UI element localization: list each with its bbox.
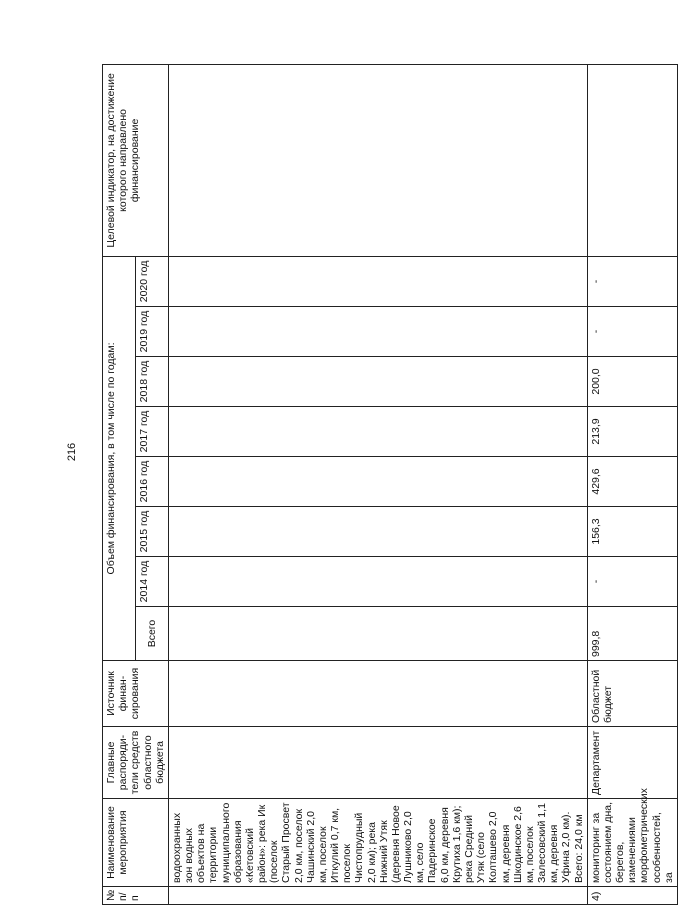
- row-2018: 200,0: [587, 357, 677, 407]
- row-total: 999,8: [587, 607, 677, 661]
- row-indicator: [168, 64, 587, 256]
- header-indicator: Целевой индикатор, на достижение которого направлено финансирование: [103, 64, 169, 256]
- header-managers: Главные распоряди-тели средств областного бюджета: [103, 727, 169, 799]
- row-2014: -: [587, 557, 677, 607]
- header-name: Наименование мероприятия: [103, 799, 169, 887]
- row-2017: [168, 407, 587, 457]
- row-name: мониторинг за состоянием дна, берегов, изменениями морфометрических особенностей, за: [587, 799, 677, 887]
- row-2014: [168, 557, 587, 607]
- header-row-1: [103, 64, 136, 904]
- row-2019: [168, 307, 587, 357]
- row-2019: -: [587, 307, 677, 357]
- header-num: № п/п: [103, 887, 169, 905]
- row-source: [168, 661, 587, 727]
- row-manager: [168, 727, 587, 799]
- table-row: [587, 64, 677, 904]
- row-2015: [168, 507, 587, 557]
- header-year-2018: 2018 год: [135, 357, 168, 407]
- row-2017: 213,9: [587, 407, 677, 457]
- header-year-2017: 2017 год: [135, 407, 168, 457]
- row-source: Областной бюджет: [587, 661, 677, 727]
- rotated-table-page: [102, 65, 675, 905]
- header-source: Источник финан-сирования: [103, 661, 169, 727]
- header-year-2015: 2015 год: [135, 507, 168, 557]
- page-number: 216: [66, 442, 78, 462]
- row-2015: 156,3: [587, 507, 677, 557]
- row-manager: Департамент: [587, 727, 677, 799]
- header-year-2020: 2020 год: [135, 256, 168, 306]
- row-num: 4): [587, 887, 677, 905]
- row-2020: [168, 256, 587, 306]
- row-total: [168, 607, 587, 661]
- row-2018: [168, 357, 587, 407]
- table-row: [168, 64, 587, 904]
- header-year-2014: 2014 год: [135, 557, 168, 607]
- row-name: водоохранных зон водных объектов на территории муниципального образования «Кетовский район»: река Ик (поселок Старый Просвет 2,0 км, поселок Чашинский 2,0 км, поселок Иткулий 0,7 км, поселок Чистопрудный 2,0 км); река Нижний Утяк (деревня Новое Лушниково 2,0 км, село Падеринское 6,0 км, деревня Крутиха 1,6 км); река Средний Утяк (село Колташево 2,0 км, деревня Шкодинское 2,6 км, поселок Залесовский 1,1 км, деревня Уфина 2,0 км). Всего: 24,0 км: [168, 799, 587, 887]
- header-total: Всего: [135, 607, 168, 661]
- row-2016: [168, 457, 587, 507]
- row-2016: 429,6: [587, 457, 677, 507]
- header-year-2016: 2016 год: [135, 457, 168, 507]
- row-num: [168, 887, 587, 905]
- header-funding-group: Объем финансирования, в том числе по годам:: [103, 256, 136, 660]
- header-year-2019: 2019 год: [135, 307, 168, 357]
- row-2020: -: [587, 256, 677, 306]
- funding-table: [102, 64, 678, 905]
- row-indicator: [587, 64, 677, 256]
